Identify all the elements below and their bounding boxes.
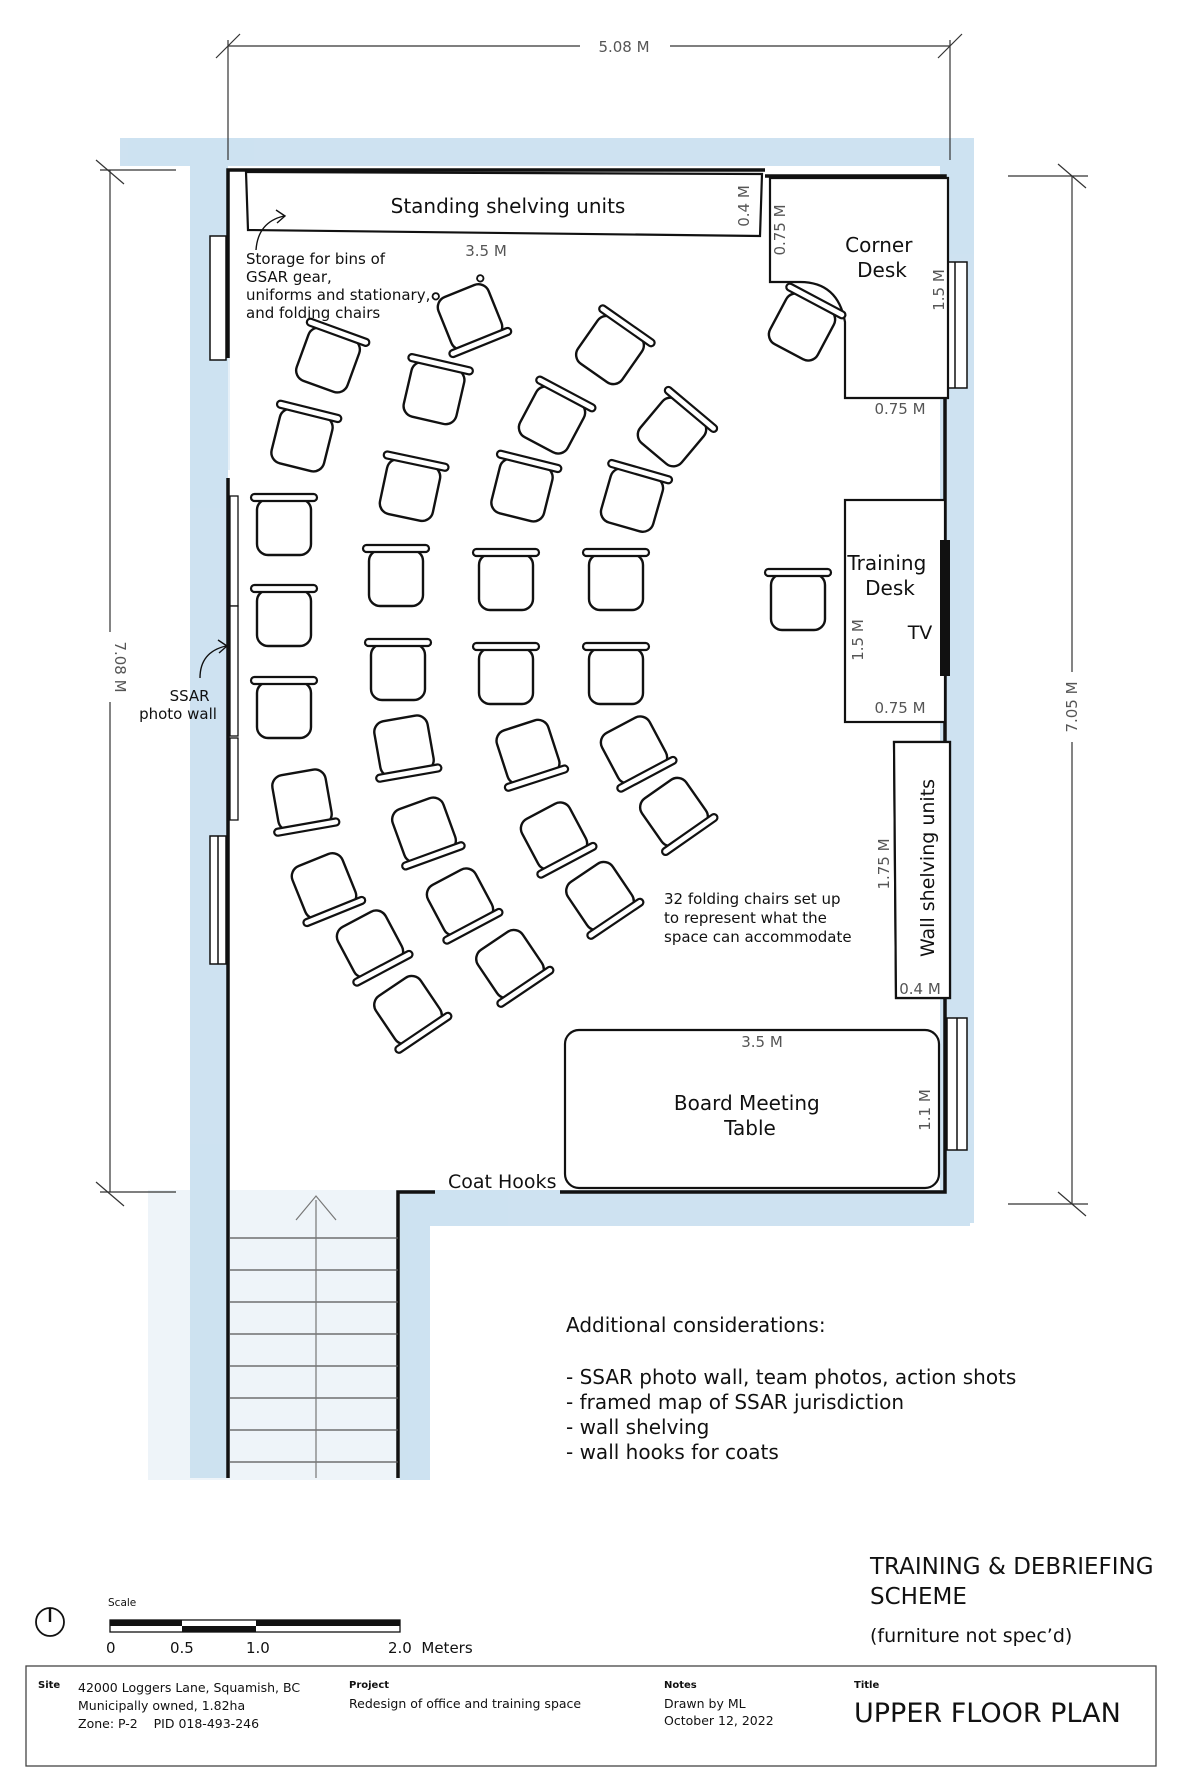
corner-desk-label: Corner Desk — [845, 233, 913, 282]
title-text: UPPER FLOOR PLAN — [854, 1698, 1121, 1729]
chair — [363, 545, 429, 606]
scale-tick-0: 0 — [106, 1639, 116, 1657]
dim-right-height: 7.05 M — [1063, 681, 1081, 733]
chair — [593, 459, 673, 536]
standing-shelving-width: 3.5 M — [465, 242, 507, 260]
considerations-heading: Additional considerations: — [566, 1313, 826, 1337]
chair — [473, 549, 539, 610]
scale-bar — [106, 1597, 473, 1657]
site-label: Site — [38, 1680, 61, 1691]
chair — [251, 494, 317, 555]
photo-wall-label: SSAR photo wall — [139, 687, 217, 723]
chair — [467, 922, 555, 1008]
window-left-top — [210, 236, 226, 360]
chair — [426, 272, 512, 358]
chair — [328, 904, 414, 987]
standing-shelving-label: Standing shelving units — [390, 194, 626, 218]
considerations-list: - SSAR photo wall, team photos, action shots - framed map of SSAR jurisdiction - wall shelving - wall hooks for coats — [566, 1365, 1017, 1464]
chair — [251, 585, 317, 646]
tv-screen — [940, 540, 950, 676]
chair — [483, 450, 562, 525]
chairs-note: 32 folding chairs set up to represent what the space can accommodate — [664, 890, 852, 946]
board-table-dim-height: 1.1 M — [916, 1089, 934, 1131]
site-text: 42000 Loggers Lane, Squamish, BC Municipally owned, 1.82ha Zone: P-2 PID 018-493-246 — [78, 1680, 301, 1731]
standing-shelving-units — [246, 172, 762, 260]
chair — [629, 386, 719, 475]
training-desk — [845, 500, 950, 722]
considerations — [566, 1313, 1023, 1464]
scale-tick-1: 1.0 — [246, 1639, 270, 1657]
scale-tick-2: 2.0 Meters — [388, 1639, 473, 1657]
chair — [383, 792, 465, 870]
chair — [283, 848, 366, 927]
wall-shelving-dim-height: 1.75 M — [875, 838, 893, 890]
scheme-title-text: TRAINING & DEBRIEFING SCHEME — [870, 1554, 1154, 1610]
chair — [510, 375, 597, 460]
dim-top-width: 5.08 M — [598, 38, 650, 56]
chair — [631, 770, 719, 856]
chair — [418, 862, 504, 945]
corner-desk-dim-a: 0.75 M — [771, 204, 789, 256]
notes-text: Drawn by ML October 12, 2022 — [664, 1696, 774, 1728]
scale-label: Scale — [108, 1597, 137, 1609]
chair — [473, 643, 539, 704]
north-arrow — [36, 1608, 64, 1636]
project-label: Project — [349, 1680, 390, 1691]
storage-note: Storage for bins of GSAR gear, uniforms and stationary, and folding chairs — [246, 250, 431, 322]
standing-shelving-depth: 0.4 M — [735, 185, 753, 227]
tv-label: TV — [907, 622, 933, 644]
training-desk-label: Training Desk — [847, 551, 927, 600]
chair — [557, 854, 645, 940]
corner-desk-dim-c: 0.75 M — [874, 400, 926, 418]
scale-tick-05: 0.5 — [170, 1639, 194, 1657]
chair — [512, 796, 598, 879]
chair — [372, 451, 449, 524]
chair — [367, 713, 442, 783]
chair — [583, 549, 649, 610]
corner-desk-dim-b: 1.5 M — [930, 269, 948, 311]
chair — [287, 318, 370, 398]
title-block — [26, 1666, 1156, 1766]
chair — [488, 715, 569, 792]
title-label: Title — [854, 1680, 880, 1691]
training-desk-dim-width: 0.75 M — [874, 699, 926, 717]
photo-wall-frames — [230, 496, 238, 820]
chair — [251, 677, 317, 738]
board-table-dim-width: 3.5 M — [741, 1033, 783, 1051]
dim-left-height: 7.08 M — [111, 641, 129, 693]
chair — [365, 968, 453, 1054]
wall-shelving-dim-width: 0.4 M — [899, 980, 941, 998]
chair — [396, 353, 474, 427]
chair — [765, 569, 831, 630]
chair — [583, 643, 649, 704]
scheme-title — [869, 1554, 1161, 1647]
chair — [263, 400, 342, 475]
training-desk-dim-height: 1.5 M — [849, 619, 867, 661]
wall-shelving-label: Wall shelving units — [917, 778, 939, 958]
board-meeting-table — [565, 1030, 939, 1188]
scheme-subtitle: (furniture not spec’d) — [870, 1625, 1073, 1647]
coat-hooks-label: Coat Hooks — [448, 1171, 557, 1193]
board-table-label: Board Meeting Table — [673, 1091, 820, 1140]
wall-shelving-units — [875, 742, 950, 998]
chair — [592, 710, 678, 793]
project-text: Redesign of office and training space — [349, 1696, 582, 1711]
chair — [567, 304, 656, 392]
chair — [265, 767, 340, 837]
chair — [365, 639, 431, 700]
notes-label: Notes — [664, 1680, 697, 1691]
window-right-top — [947, 262, 967, 388]
